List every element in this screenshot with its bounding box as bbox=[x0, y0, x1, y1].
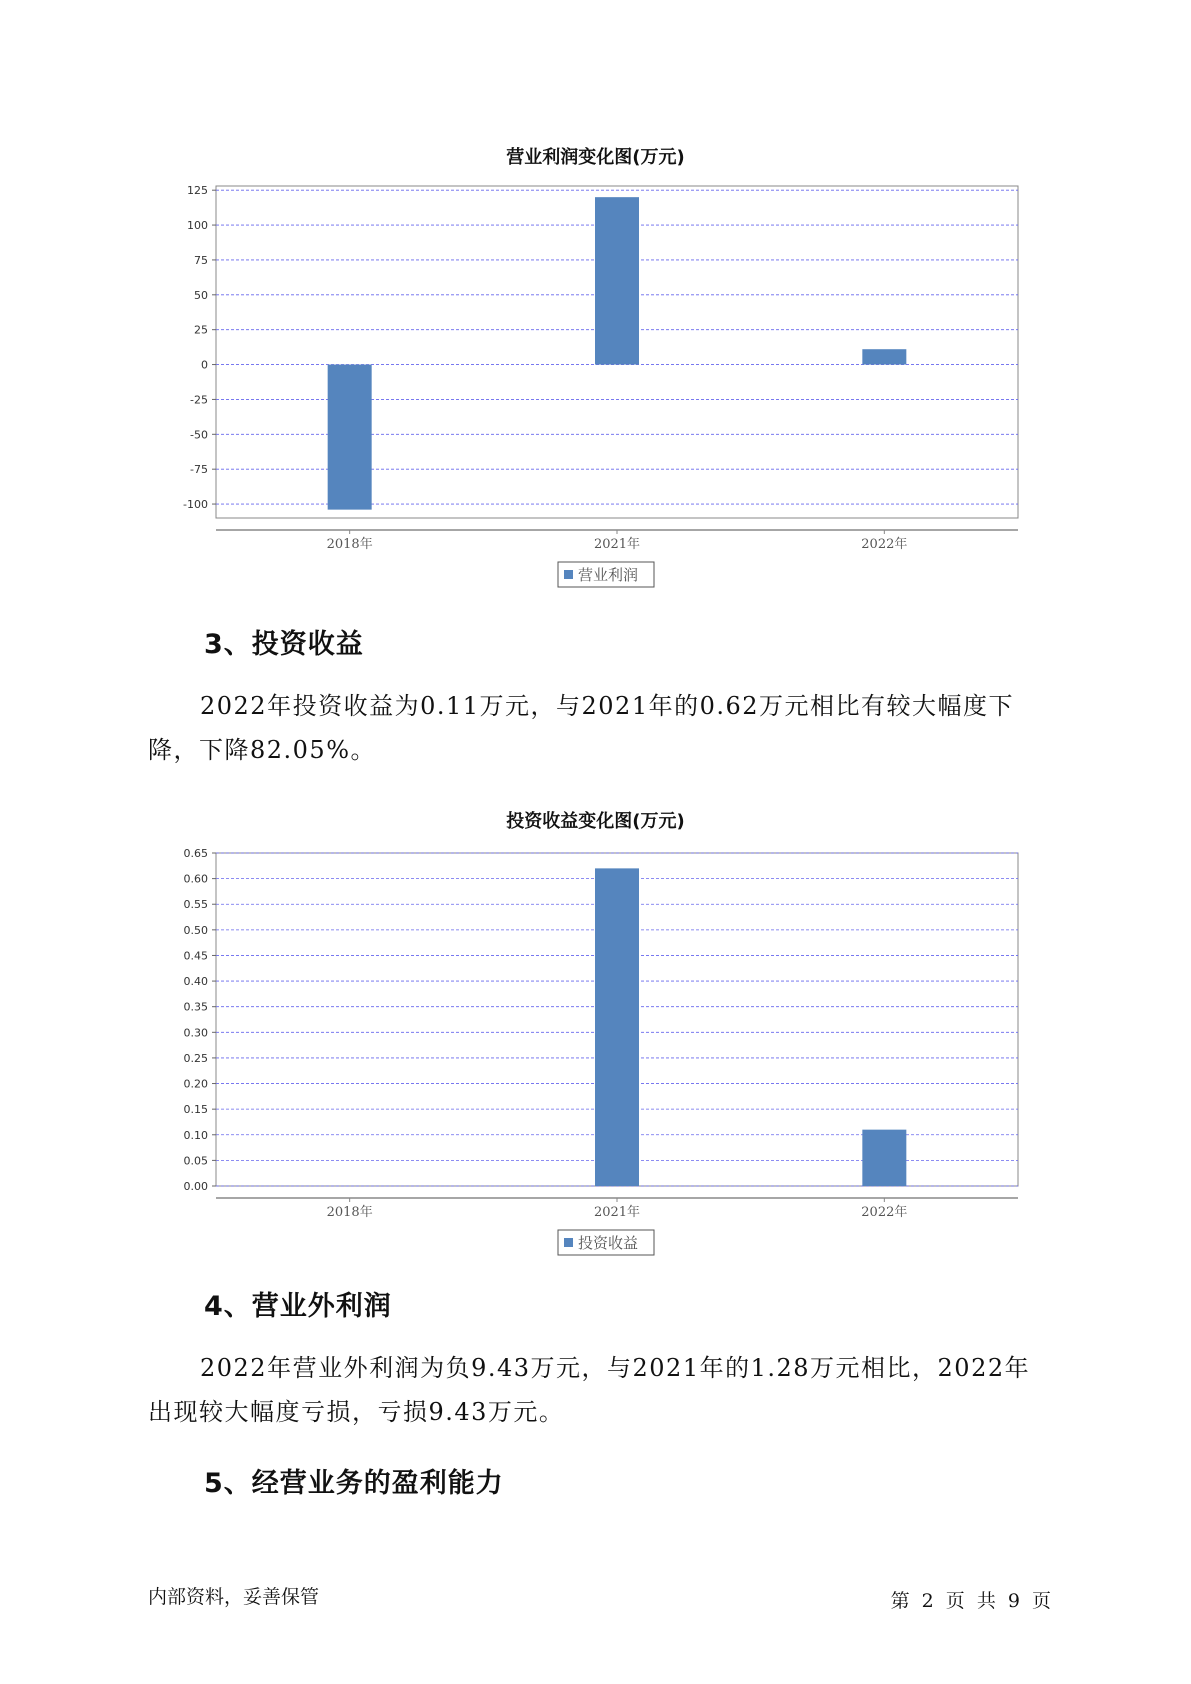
bar-2021年 bbox=[595, 868, 639, 1186]
non-operating-paragraph bbox=[148, 1346, 1048, 1434]
y-tick-label: -50 bbox=[190, 428, 208, 442]
y-tick-label: 0.55 bbox=[183, 898, 208, 912]
x-tick-label: 2022年 bbox=[861, 1205, 908, 1220]
y-tick-label: 25 bbox=[194, 323, 208, 337]
y-tick-label: 0.65 bbox=[183, 847, 208, 860]
y-tick-label: 50 bbox=[194, 288, 208, 302]
investment-income-chart bbox=[0, 840, 1191, 1260]
y-tick-label: 0.60 bbox=[183, 872, 208, 886]
y-tick-label: 0.35 bbox=[183, 1000, 208, 1014]
y-tick-label: 0.40 bbox=[183, 975, 208, 989]
footer-confidential-note: 内部资料，妥善保管 bbox=[148, 1586, 320, 1608]
y-tick-label: -75 bbox=[190, 463, 208, 477]
bar-2022年 bbox=[862, 1130, 906, 1186]
legend-label: 投资收益 bbox=[578, 1234, 639, 1252]
y-tick-label: 0.00 bbox=[183, 1180, 208, 1193]
bar-2021年 bbox=[595, 197, 639, 364]
y-tick-label: 0.45 bbox=[183, 949, 208, 963]
non-operating-paragraph-text: 2022年营业外利润为负9.43万元，与2021年的1.28万元相比，2022年出现较大幅度亏损，亏损9.43万元。 bbox=[148, 1354, 1031, 1426]
x-tick-label: 2021年 bbox=[593, 1205, 641, 1220]
x-tick-label: 2018年 bbox=[326, 537, 373, 552]
non-operating-heading: 4、营业外利润 bbox=[204, 1291, 392, 1322]
bar-2022年 bbox=[862, 349, 906, 364]
legend-swatch bbox=[564, 570, 573, 579]
legend-label: 营业利润 bbox=[578, 566, 639, 584]
y-tick-label: 100 bbox=[187, 219, 208, 233]
y-tick-label: 125 bbox=[187, 184, 208, 198]
y-tick-label: -25 bbox=[190, 393, 208, 407]
investment-paragraph bbox=[148, 684, 1048, 772]
operating-profit-chart-title: 营业利润变化图(万元) bbox=[506, 147, 685, 168]
y-tick-label: 0.15 bbox=[183, 1103, 208, 1117]
y-tick-label: 0.20 bbox=[183, 1077, 208, 1091]
profitability-heading: 5、经营业务的盈利能力 bbox=[204, 1468, 504, 1499]
y-tick-label: 0.25 bbox=[183, 1051, 208, 1065]
bar-2018年 bbox=[328, 365, 372, 510]
x-tick-label: 2018年 bbox=[326, 1205, 373, 1220]
y-tick-label: 0.30 bbox=[183, 1026, 208, 1040]
investment-heading: 3、投资收益 bbox=[204, 629, 364, 660]
y-tick-label: -100 bbox=[183, 498, 208, 512]
y-tick-label: 0.10 bbox=[183, 1128, 208, 1142]
y-tick-label: 0.05 bbox=[183, 1154, 208, 1168]
x-tick-label: 2022年 bbox=[861, 537, 908, 552]
y-tick-label: 75 bbox=[194, 253, 208, 267]
footer-page-number: 第 2 页 共 9 页 bbox=[890, 1590, 1051, 1612]
x-tick-label: 2021年 bbox=[593, 537, 641, 552]
operating-profit-chart bbox=[0, 180, 1191, 600]
legend-swatch bbox=[564, 1238, 573, 1247]
y-tick-label: 0 bbox=[201, 358, 208, 372]
investment-chart-title: 投资收益变化图(万元) bbox=[506, 811, 685, 832]
y-tick-label: 0.50 bbox=[183, 923, 208, 937]
investment-paragraph-text: 2022年投资收益为0.11万元，与2021年的0.62万元相比有较大幅度下降，下降82.05%。 bbox=[148, 692, 1015, 764]
